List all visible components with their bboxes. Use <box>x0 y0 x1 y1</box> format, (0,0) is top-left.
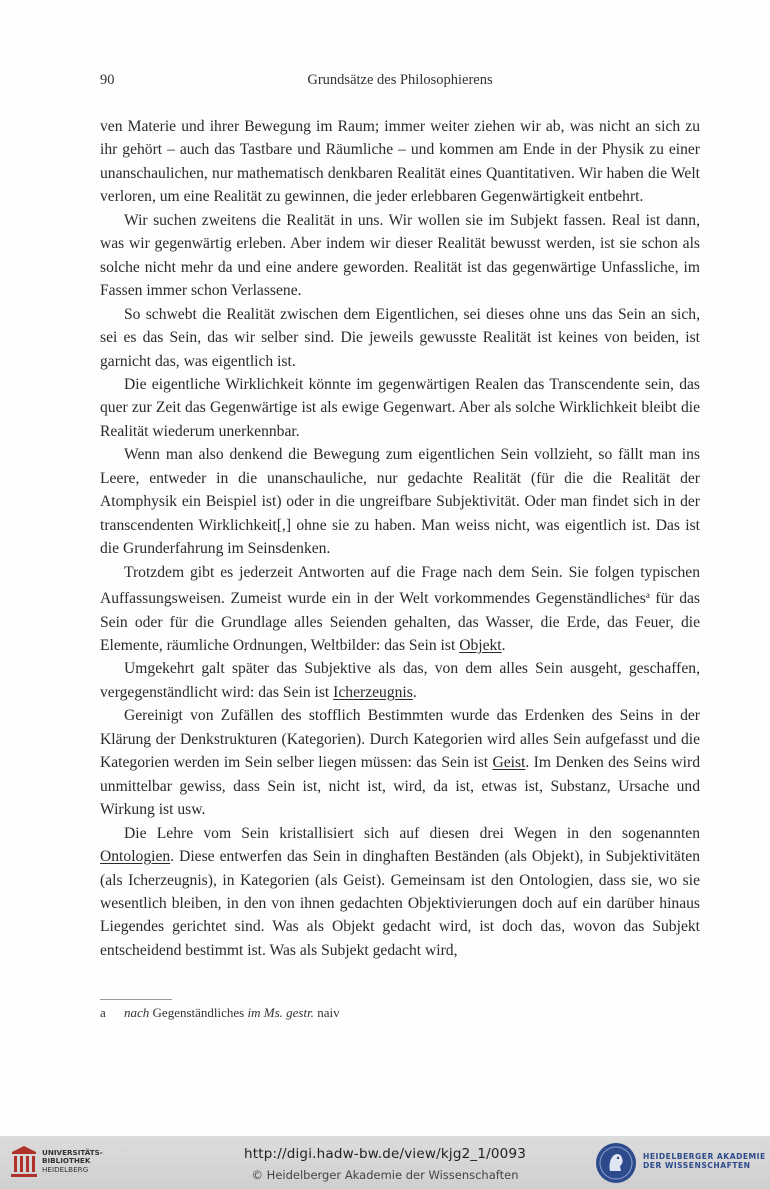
p7-text-a: Umgekehrt galt später das Subjektive als das, von dem alles Sein ausgeht, geschaffen, vergegenständlicht wird: das Sein ist <box>100 660 700 701</box>
p9-text-a: Die Lehre vom Sein kristallisiert sich auf diesen drei Wegen in den sogenannten <box>124 824 700 842</box>
library-line-3: HEIDELBERG <box>42 1164 89 1174</box>
paragraph-6 <box>100 561 700 658</box>
footnote-mark: a <box>100 1005 106 1020</box>
paragraph-5: Wenn man also denkend die Bewegung zum eigentlichen Sein vollzieht, so fällt man ins Leere, entweder in die unanschauliche, nur gedachte Realität (für die die Realität der Atomphysik ein Beispiel ist) oder in die ungreifbare Subjektivität. Oder man findet sich in der transcendenten Wirklichkeit[,] ohne sie zu haben. Man weiss nicht, was eigentlich ist. Das ist die Grunderfahrung im Seinsdenken. <box>100 446 700 558</box>
term-icherzeugnis: Icherzeugnis <box>333 683 413 701</box>
p6-text-b: für das Sein oder für die Grundlage alles Seienden gehalten, das Wasser, die Erde, das Feuer, die Elemente, räumliche Ordnungen, Weltbilder: das Sein ist <box>100 590 700 654</box>
academy-logo[interactable] <box>594 1141 638 1189</box>
paragraph-2: Wir suchen zweitens die Realität in uns. Wir wollen sie im Subjekt fassen. Real ist dann, was wir gegenwärtig erleben. Aber indem wir dieser Realität bewusst werden, ist sie schon als solche nicht mehr da und eine andere geworden. Realität ist das gegenwärtige Unfassliche, im Fassen immer schon Verlassene. <box>100 211 700 300</box>
academy-seal-icon <box>594 1141 638 1185</box>
paragraph-1: ven Materie und ihrer Bewegung im Raum; immer weiter ziehen wir ab, was nicht an sich zu ihr gehört – auch das Tastbare und Räumliche – und kommen am Ende in der Physik zu einer unanschaulichen, nur mathematisch denkbaren Realität eines Quantitativen. Wir haben die Welt verloren, um eine Realität zu gewinnen, die jeder erlebbaren Gegenwärtigkeit entbehrt. <box>100 118 700 206</box>
footnote-divider <box>100 999 172 1000</box>
term-objekt: Objekt <box>459 636 502 654</box>
viewer-footer <box>0 1136 770 1189</box>
page-number: 90 <box>100 72 115 88</box>
p7-text-c: . <box>412 683 417 701</box>
document-url[interactable]: http://digi.hadw-bw.de/view/kjg2_1/0093 <box>243 1146 527 1162</box>
footnote-ref-a: a <box>645 590 650 601</box>
footnote-text-2: naiv <box>313 1005 340 1020</box>
academy-line-1: HEIDELBERGER AKADEMIE <box>643 1152 766 1161</box>
p6-text-c: . <box>501 636 506 654</box>
library-line-1: UNIVERSITÄTS- <box>42 1148 103 1157</box>
copyright-notice: © Heidelberger Akademie der Wissenschaften <box>251 1168 519 1182</box>
p8-text-c: . Im Denken des Seins wird unmittelbar gewiss, dass Sein ist, nicht ist, wird, da ist, etwas ist, Substanz, Ursache und Wirkung ist usw. <box>100 754 700 819</box>
term-geist: Geist <box>492 754 526 772</box>
paragraph-7 <box>100 657 700 704</box>
footnote-italic-2: im Ms. gestr. <box>247 1005 314 1020</box>
academy-name <box>643 1152 766 1171</box>
footnote-text-1: Gegenständliches <box>149 1005 248 1020</box>
paragraph-9 <box>100 822 700 963</box>
footnote-italic-1: nach <box>124 1005 150 1020</box>
p8-text-a: Gereinigt von Zufällen des stofflich Bestimmten wurde das Erdenken des Seins in der Klärung der Denkstrukturen (Kategorien). Durch Kategorien wird alles Sein aufgefasst und die Kategorien werden im Sein selber liegen müssen: das Sein ist <box>100 707 700 772</box>
paragraph-3: So schwebt die Realität zwischen dem Eigentlichen, sei dieses ohne uns das Sein an sich, sei es das Sein, das wir selber sind. Die jeweils gewusste Realität ist keines von beiden, ist garnicht das, was eigentlich ist. <box>100 305 700 370</box>
footnote <box>100 1005 700 1021</box>
paragraph-4: Die eigentliche Wirklichkeit könnte im gegenwärtigen Realen das Transcendente sein, das quer zur Zeit das Gegenwärtige ist als ewige Gegenwart. Aber als solche Wirklichkeit bleibt die Realität wiederum unerkennbar. <box>100 375 700 440</box>
p6-text-a: Trotzdem gibt es jederzeit Antworten auf die Frage nach dem Sein. Sie folgen typischen Auffassungsweisen. Zumeist wurde ein in der Welt vorkommendes Gegenständliches <box>100 563 700 608</box>
library-line-2: BIBLIOTHEK <box>42 1156 91 1166</box>
running-title: Grundsätze des Philosophierens <box>307 72 493 88</box>
p9-text-c: . Diese entwerfen das Sein in dinghaften Beständen (als Objekt), in Subjektivitäten (als Icherzeugnis), in Kategorien (als Geist). Gemeinsam ist den Ontologien, dass sie, wo sie wesentlich bleiben, in den von ihnen gedachten Objektivierungen doch auf ein darüber hinaus Liegendes gerichtet sind. Was als Objekt gedacht wird, ist doch das, wovon das Subjekt entscheidend bestimmt ist. Was als Subjekt gedacht wird, <box>100 848 700 959</box>
main-text <box>100 115 700 962</box>
paragraph-8 <box>100 704 700 821</box>
academy-line-2: DER WISSENSCHAFTEN <box>643 1161 751 1171</box>
term-ontologien: Ontologien <box>100 848 171 866</box>
